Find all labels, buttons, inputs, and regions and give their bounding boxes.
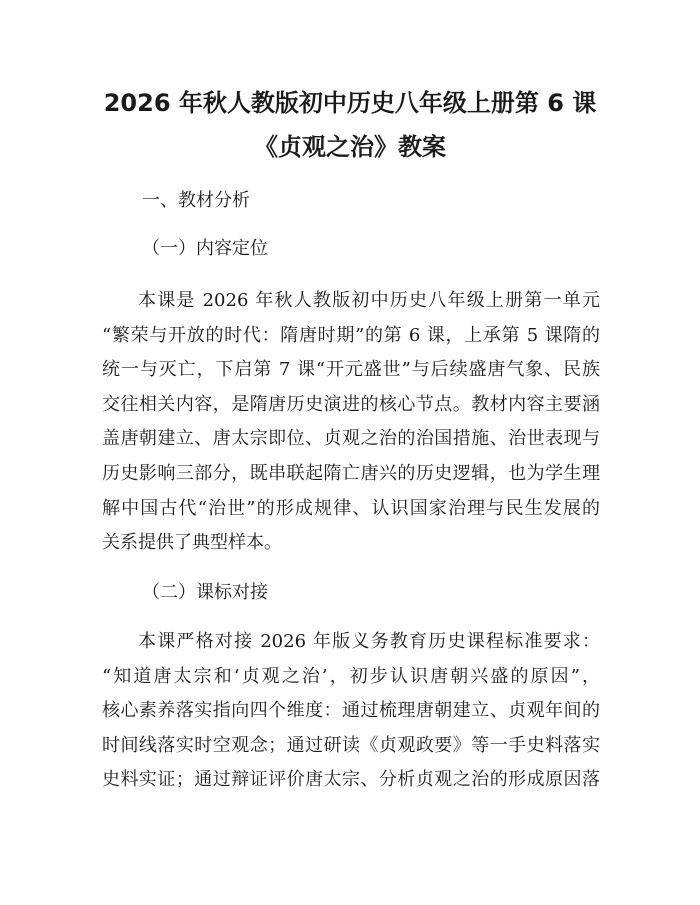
paragraph-line: 统一与灭亡，下启第 7 课“开元盛世”与后续盛唐气象、民族 [102,359,600,381]
paragraph-line: 本课是 2026 年秋人教版初中历史八年级上册第一单元 [138,290,600,311]
paragraph-line: 核心素养落实指向四个维度：通过梳理唐朝建立、贞观年间的 [102,700,600,722]
paragraph-line: 解中国古代“治世”的形成规律、认识国家治理与民生发展的 [102,497,600,519]
section-heading-textbook-analysis: 一、教材分析 [142,190,250,211]
paragraph-line: 史料实证；通过辩证评价唐太宗、分析贞观之治的形成原因落 [102,769,600,791]
paragraph-line: 时间线落实时空观念；通过研读《贞观政要》等一手史料落实 [102,734,600,756]
paragraph-line: 关系提供了典型样本。 [102,532,282,554]
paragraph-content-positioning [102,284,600,561]
paragraph-line: 盖唐朝建立、唐太宗即位、贞观之治的治国措施、治世表现与 [102,428,600,450]
paragraph-line: 交往相关内容，是隋唐历史演进的核心节点。教材内容主要涵 [102,393,600,415]
paragraph-line: 本课严格对接 2026 年版义务教育历史课程标准要求： [138,631,600,652]
document-title-line-1: 2026 年秋人教版初中历史八年级上册第 6 课 [103,89,597,117]
document-title-line-2: 《贞观之治》教案 [254,133,446,161]
paragraph-line: “繁荣与开放的时代：隋唐时期”的第 6 课，上承第 5 课隋的 [102,324,600,346]
subsection-heading-content-positioning: （一）内容定位 [142,238,268,259]
paragraph-curriculum-alignment [102,625,600,798]
paragraph-line: 历史影响三部分，既串联起隋亡唐兴的历史逻辑，也为学生理 [102,462,600,484]
paragraph-line: “知道唐太宗和‘贞观之治’，初步认识唐朝兴盛的原因”， [102,665,600,687]
subsection-heading-curriculum-alignment: （二）课标对接 [142,582,268,603]
